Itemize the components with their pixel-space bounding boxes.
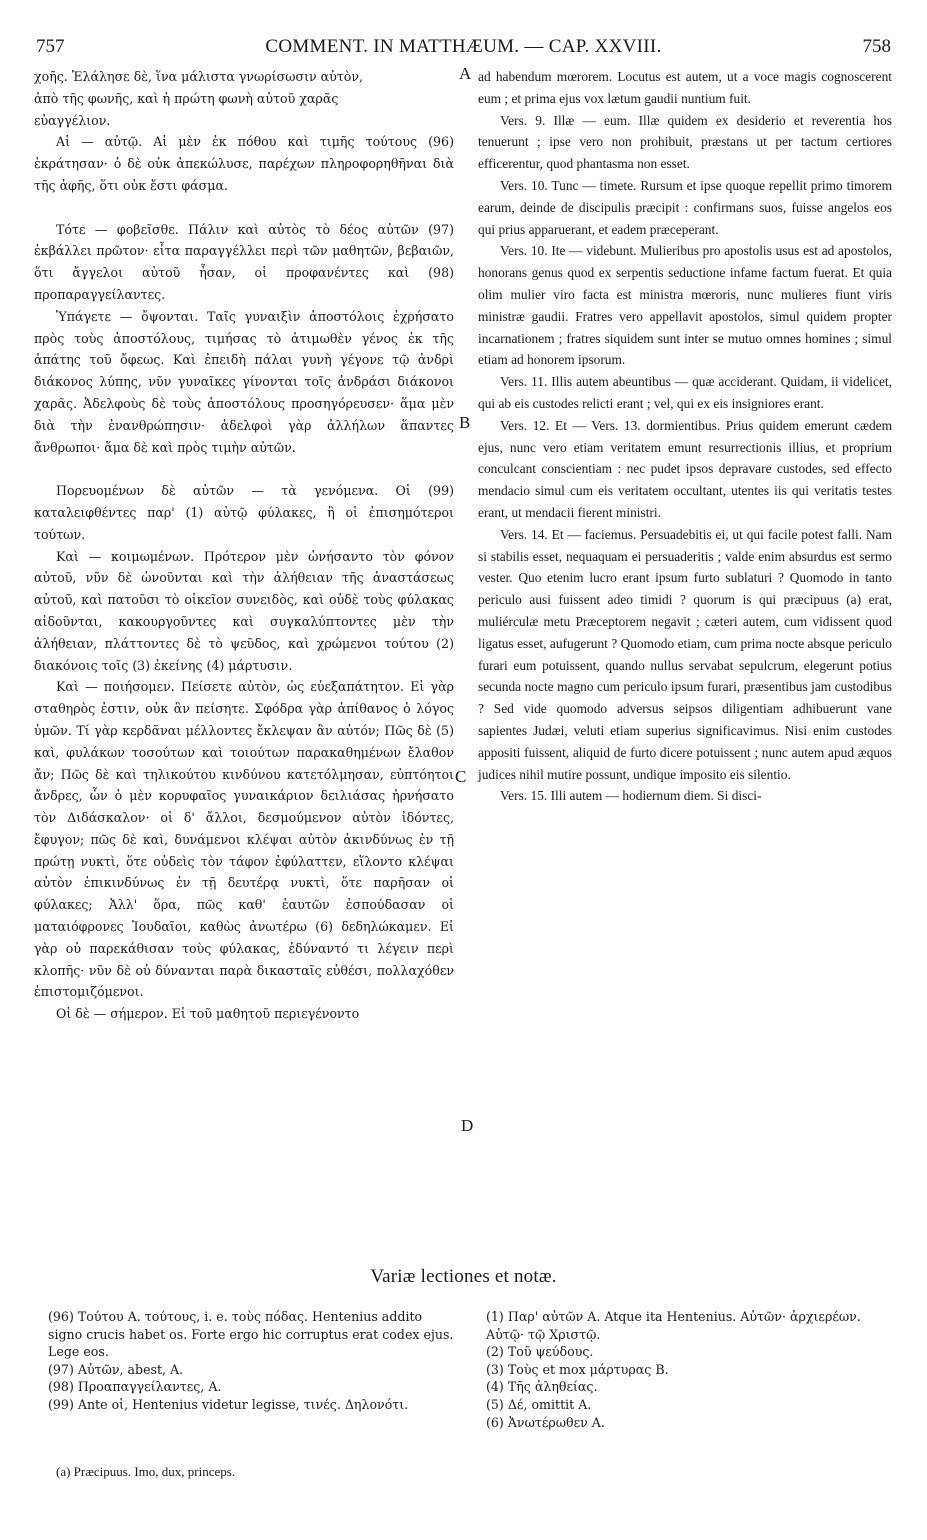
note-item: (1) Παρ' αὐτῶν A. Atque ita Hentenius. Αὐτῶν· ἀρχιερέων. Αὐτῷ· τῷ Χριστῷ. xyxy=(486,1309,861,1342)
running-header xyxy=(36,36,891,60)
greek-line: εὐαγγέλιον. xyxy=(34,112,111,128)
latin-column xyxy=(478,66,892,807)
running-title: COMMENT. IN MATTHÆUM. — CAP. XXVIII. xyxy=(265,36,662,57)
latin-paragraph: Vers. 15. Illi autem — hodiernum diem. Si disci- xyxy=(500,788,762,804)
greek-paragraph: Καὶ — κοιμωμένων. Πρότερον μὲν ὠνήσαντο τὸν φόνον αὐτοῦ, νῦν δὲ ὠνοῦνται καὶ τὴν ἀλήθειαν τῆς ἀναστάσεως αὐτοῦ, καὶ πατοῦσι τὸ οἰκεῖον συνειδὸς, καὶ οὐδὲ τοὺς φύλακας αἰδοῦνται, κακουργοῦντες καὶ συγκαλύπτοντες μὲν τὴν ἀλήθειαν, πλάττοντες δὲ τὸ ψεῦδος, καὶ χρώμενοι τούτου (2) διακόνοις τοῖς (3) ἐκείνης (4) μάρτυσιν. xyxy=(34,548,454,673)
latin-paragraph: Vers. 10. Ite — videbunt. Mulieribus pro apostolis usus est ad apostolos, honorans genus quod ex serpentis seductione infame factum fuerat. Et quia olim mulier viro facta est ministra mœroris, nunc mulieres fiunt viris ministræ gaudii. Fratres vero appellavit apostolos, simul quidem propter incarnationem ; fratres siquidem sunt inter se mutuo omnes homines ; simul etiam ad honorem ipsorum. xyxy=(478,243,892,368)
notes-right xyxy=(486,1308,890,1431)
greek-line: ἀπὸ τῆς φωνῆς, καὶ ἡ πρώτη φωνὴ αὐτοῦ χαρᾶς xyxy=(34,90,339,106)
greek-paragraph: Ὑπάγετε — ὄψονται. Ταῖς γυναιξὶν ἀποστόλοις ἐχρήσατο πρὸς τοὺς ἀποστόλους, τιμήσας τὸ ἀτιμωθὲν γένος ἐκ τῆς ἀπάτης τοῦ ὄφεως. Καὶ ἐπειδὴ πάλαι γυνὴ γέγονε τῷ ἀνδρὶ διάκονος λύπης, νῦν γυναῖκες γίνονται τοῖς ἀνδράσι διάκονοι χαρᾶς. Ἀδελφοὺς δὲ τοὺς ἀποστόλους προσηγόρευσεν· ἅμα μὲν διὰ τὴν ἐνανθρώπησιν· ἀδελφοὶ γὰρ ἀλλήλων ἅπαντες ἄνθρωποι· ἅμα δὲ καὶ πρὸς τιμὴν αὐτῶν. xyxy=(34,308,454,455)
left-page-number: 757 xyxy=(36,36,65,57)
note-item: (99) Ante οἱ, Hentenius videtur legisse, τινές. Δηλονότι. xyxy=(48,1396,409,1412)
greek-paragraph: Τότε — φοβεῖσθε. Πάλιν καὶ αὐτὸς τὸ δέος αὐτῶν (97) ἐκβάλλει πρῶτον· εἶτα παραγγέλλει περὶ τῶν μαθητῶν, βεβαιῶν, ὅτι ἄγγελοι αὐτοῦ ἦσαν, οἱ προφανέντες καὶ (98) προπαραγγείλαντες. xyxy=(34,221,454,302)
right-page-number: 758 xyxy=(862,36,891,57)
notes-left xyxy=(48,1308,456,1414)
variae-lectiones-title: Variæ lectiones et notæ. xyxy=(370,1266,557,1287)
greek-paragraph: Πορευομένων δὲ αὐτῶν — τὰ γενόμενα. Οἱ (99) καταλειφθέντες παρ' (1) αὐτῷ φύλακες, ἢ οἱ ἐπισημότεροι τούτων. xyxy=(34,483,454,542)
note-item: (98) Προαπαγγείλαντες, A. xyxy=(48,1379,222,1395)
greek-paragraph: Οἱ δὲ — σήμερον. Εἰ τοῦ μαθητοῦ περιεγένοντο xyxy=(56,1006,360,1022)
footnote: (a) Præcipuus. Imo, dux, princeps. xyxy=(56,1464,236,1479)
latin-paragraph: Vers. 11. Illis autem abeuntibus — quæ acciderant. Quidam, ii videlicet, qui ab eis custodes relicti erant ; vel, qui ex eis insigniores erant. xyxy=(478,374,892,411)
note-item: (3) Τοὺς et mox μάρτυρας B. xyxy=(486,1361,669,1377)
latin-paragraph: Vers. 9. Illæ — eum. Illæ quidem ex desiderio et reverentia hos tenuerunt ; ipse vero non prohibuit, præstans ut per tactum certiores efficerentur, quod phantasma non esset. xyxy=(478,112,892,172)
note-item: (2) Τοῦ ψεύδους. xyxy=(486,1344,594,1360)
note-item: (5) Δέ, omittit A. xyxy=(486,1396,592,1412)
note-item: (6) Ἀνωτέρωθεν A. xyxy=(486,1414,605,1430)
note-item: (96) Τούτου A. τούτους, i. e. τοὺς πόδας. Hentenius addito signo crucis habet os. Forte ergo hic corruptus erat codex ejus. Lege eos. xyxy=(48,1309,454,1360)
greek-paragraph: Αἱ — αὐτῷ. Αἱ μὲν ἐκ πόθου καὶ τιμῆς τούτους (96) ἐκράτησαν· ὁ δὲ οὐκ ἀπεκώλυσε, παρέχων πληροφορηθῆναι διὰ τῆς ἀφῆς, ὅτι οὐκ ἔστι φάσμα. xyxy=(34,134,454,193)
latin-paragraph: ad habendum mœrorem. Locutus est autem, ut a voce magis cognoscerent eum ; et prima ejus vox lætum gaudii nuntium fuit. xyxy=(478,69,892,106)
margin-marker-c: C xyxy=(455,767,467,786)
note-item: (4) Τῆς ἀληθείας. xyxy=(486,1379,598,1395)
note-item: (97) Αὐτῶν, abest, A. xyxy=(48,1361,184,1377)
margin-marker-a: A xyxy=(459,64,472,83)
greek-line: χοῆς. Ἐλάλησε δὲ, ἵνα μάλιστα γνωρίσωσιν αὐτὸν, xyxy=(34,69,364,84)
margin-marker-b: B xyxy=(459,413,471,432)
latin-paragraph: Vers. 10. Tunc — timete. Rursum et ipse quoque repellit primo timorem earum, deinde de discipulis præcipit : confirmans suos, fuisse angelos eos qui prius apparuerant, et eadem præceperant. xyxy=(478,177,892,237)
greek-paragraph: Καὶ — ποιήσομεν. Πείσετε αὐτὸν, ὡς εὐεξαπάτητον. Εἰ γὰρ σταθηρὸς ἐστιν, οὐκ ἂν πείσητε. Σφόδρα γὰρ ἀπίθανος ὁ λόγος ὑμῶν. Τί γὰρ κερδᾶναι μέλλοντες ἔκλεψαν ἂν αὐτόν; Πῶς δὲ (5) καὶ, φυλάκων τοσούτων καὶ τοιούτων παρακαθημένων ἔλαθον ἄν; Πῶς δὲ καὶ τηλικούτου κινδύνου κατετόλμησαν, εὐπτόητοι ἄνδρες, ὧν ὁ μὲν κορυφαῖος γυναικάριον δειλιάσας ἠρνήσατο τὸν Διδάσκαλον· οἱ δ' ἄλλοι, δεσμούμενον αὐτὸν ἰδόντες, ἔφυγον; πῶς δὲ καὶ, δυνάμενοι κλέψαι αὐτὸν ἀκινδύνως ἐν τῇ πρώτῃ νυκτὶ, ὅτε οὐδεὶς τὸν τάφον ἐφύλαττεν, εἵλοντο κλέψαι αὐτὸν ἐπικινδύνως ἐν τῇ δευτέρᾳ νυκτὶ, ὅτε παρῆσαν οἱ φύλακες; Ἀλλ' ὅρα, πῶς καθ' ἑαυτῶν ἐσπούδασαν οἱ ματαιόφρονες Ἰουδαῖοι, καθὼς ἀνωτέρω (6) δεδηλώκαμεν. Εἰ γὰρ οὐ παρεκάθισαν τοὺς φύλακας, ἐδύναντό τι λέγειν περὶ κλοπῆς· νῦν δὲ οὐ δύνανται παρὰ δικασταῖς εὐθέσι, πολλαχόθεν ἐπιστομιζόμενοι. xyxy=(34,679,454,1000)
latin-paragraph: Vers. 12. Et — Vers. 13. dormientibus. Prius quidem emerunt cædem ejus, nunc vero etiam veritatem emunt resurrectionis illius, et proprium conculcant conscientiam : nec pudet ipsos depravare custodes, sed effecto mendacio simul cum eis veritatem occultant, utentes iis qui veritatis testes erant, ut mendacii fierent ministri. xyxy=(478,417,892,520)
margin-marker-d: D xyxy=(461,1116,474,1135)
latin-paragraph: Vers. 14. Et — faciemus. Persuadebitis ei, ut qui facile potest falli. Nam si stabilis esset, nequaquam ei persuaderitis ; valde enim absurdus est sermo vester. Quo etenim lucro erant ipsum furto sublaturi ? Quomodo in tanto periculo ausi fuissent adeo timidi ? quorum is qui præcipuus (a) erat, muliérculæ metu Præceptorem negavit ; cæteri autem, cum vidissent quod ligatus esset, aufugerunt ? Quomodo etiam, cum prima nocte absque periculo furari eum potuissent, quando nullus servabat sepulcrum, elegerunt potius secunda nocte magno cum periculo ipsum furari, præsentibus jam custodibus ? Sed vide quomodo adversus seipsos diligentiam adhibuerunt vane sapientes Judæi, veluti etiam superius significavimus. Nisi enim custodes appositi fuissent, aliquid de furto dicere potuissent ; nunc autem apud æquos judices nihil mutire possunt, undique imposito eis silentio. xyxy=(478,526,892,782)
greek-column xyxy=(34,66,454,1025)
